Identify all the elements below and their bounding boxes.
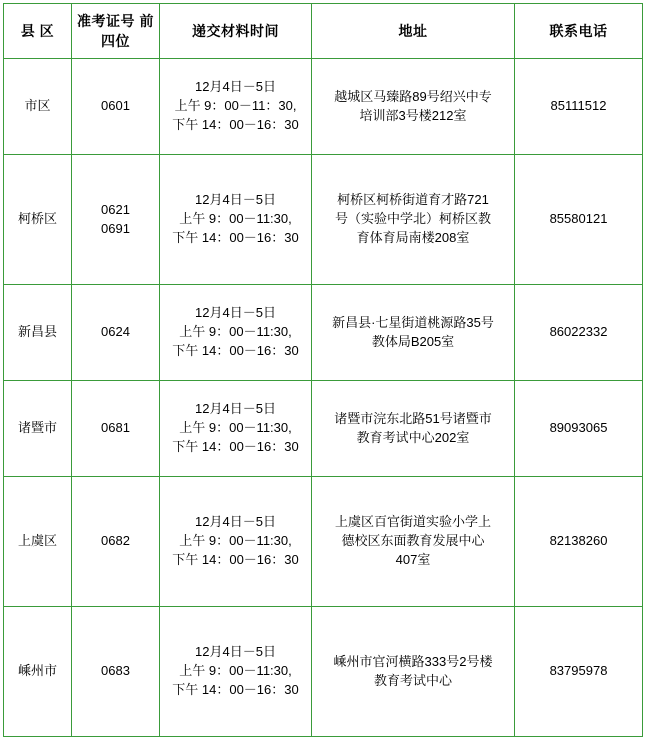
code-line: 0681: [101, 420, 130, 436]
cell-district: 嵊州市: [4, 607, 72, 737]
table-row: [4, 59, 643, 155]
code-line: 0624: [101, 324, 130, 340]
address-line: 诸暨市浣东北路51号诸暨市: [334, 410, 492, 426]
time-line: 12月4日－5日: [195, 401, 276, 417]
cell-submission-time: [160, 155, 312, 285]
address-line: 育体育局南楼208室: [356, 229, 470, 245]
time-line: 上午 9：00－11:30,: [179, 211, 292, 227]
cell-phone: 85580121: [515, 155, 643, 285]
cell-admission-code: [72, 155, 160, 285]
column-header-submission-time: 递交材料时间: [160, 4, 312, 59]
address-line: 号（实验中学北）柯桥区教: [334, 211, 491, 227]
cell-address: [312, 477, 515, 607]
table-row: [4, 381, 643, 477]
column-header-admission-code-line2: 前四位: [101, 12, 154, 49]
cell-district: 上虞区: [4, 477, 72, 607]
column-header-phone: 联系电话: [515, 4, 643, 59]
time-line: 下午 14：00－16：30: [172, 551, 299, 567]
cell-district: 柯桥区: [4, 155, 72, 285]
address-line: 德校区东面教育发展中心: [341, 533, 485, 549]
code-line: 0601: [101, 98, 130, 114]
cell-phone: 89093065: [515, 381, 643, 477]
time-line: 上午 9：00－11:30,: [179, 420, 292, 436]
time-line: 12月4日－5日: [195, 192, 276, 208]
time-line: 12月4日－5日: [195, 514, 276, 530]
cell-phone: 85111512: [515, 59, 643, 155]
time-line: 下午 14：00－16：30: [172, 229, 299, 245]
code-line: 0691: [101, 220, 130, 236]
address-line: 培训部3号楼212室: [359, 107, 467, 123]
cell-district: 市区: [4, 59, 72, 155]
address-line: 柯桥区柯桥街道育才路721: [337, 192, 489, 208]
table-row: [4, 155, 643, 285]
table-row: [4, 477, 643, 607]
column-header-district: 县 区: [4, 4, 72, 59]
address-line: 嵊州市官河横路333号2号楼: [333, 653, 493, 669]
time-line: 12月4日－5日: [195, 644, 276, 660]
time-line: 下午 14：00－16：30: [172, 342, 299, 358]
cell-district: 新昌县: [4, 285, 72, 381]
address-line: 教体局B205室: [371, 333, 455, 349]
address-line: 新昌县·七星街道桃源路35号: [332, 314, 494, 330]
cell-submission-time: [160, 381, 312, 477]
cell-district: 诸暨市: [4, 381, 72, 477]
cell-phone: 86022332: [515, 285, 643, 381]
time-line: 下午 14：00－16：30: [172, 438, 299, 454]
cell-phone: 82138260: [515, 477, 643, 607]
cell-submission-time: [160, 59, 312, 155]
cell-admission-code: [72, 607, 160, 737]
table-header: [4, 4, 643, 59]
time-line: 上午 9：00－11:30,: [179, 324, 292, 340]
exam-locations-table: [3, 3, 643, 737]
column-header-admission-code: [72, 4, 160, 59]
cell-submission-time: [160, 607, 312, 737]
cell-admission-code: [72, 285, 160, 381]
table-row: [4, 285, 643, 381]
time-line: 下午 14：00－16：30: [172, 681, 299, 697]
cell-submission-time: [160, 477, 312, 607]
time-line: 12月4日－5日: [195, 305, 276, 321]
cell-phone: 83795978: [515, 607, 643, 737]
table-row: [4, 607, 643, 737]
cell-address: [312, 155, 515, 285]
table-header-row: [4, 4, 643, 59]
address-line: 教育考试中心202室: [356, 429, 470, 445]
code-line: 0621: [101, 201, 130, 217]
address-line: 407室: [395, 551, 431, 567]
code-line: 0683: [101, 663, 130, 679]
time-line: 12月4日－5日: [195, 79, 276, 95]
column-header-address: 地址: [312, 4, 515, 59]
cell-address: [312, 607, 515, 737]
table-body: [4, 59, 643, 737]
time-line: 下午 14：00－16：30: [172, 116, 299, 132]
time-line: 上午 9：00－11:30,: [179, 533, 292, 549]
cell-address: [312, 59, 515, 155]
time-line: 上午 9：00－11:30,: [179, 663, 292, 679]
column-header-admission-code-line1: 准考证号: [77, 12, 136, 29]
cell-address: [312, 381, 515, 477]
cell-address: [312, 285, 515, 381]
cell-submission-time: [160, 285, 312, 381]
time-line: 上午 9：00－11：30,: [174, 98, 297, 114]
address-line: 上虞区百官街道实验小学上: [334, 514, 491, 530]
address-line: 教育考试中心: [373, 672, 452, 688]
code-line: 0682: [101, 533, 130, 549]
cell-admission-code: [72, 477, 160, 607]
cell-admission-code: [72, 59, 160, 155]
cell-admission-code: [72, 381, 160, 477]
address-line: 越城区马臻路89号绍兴中专: [334, 88, 492, 104]
